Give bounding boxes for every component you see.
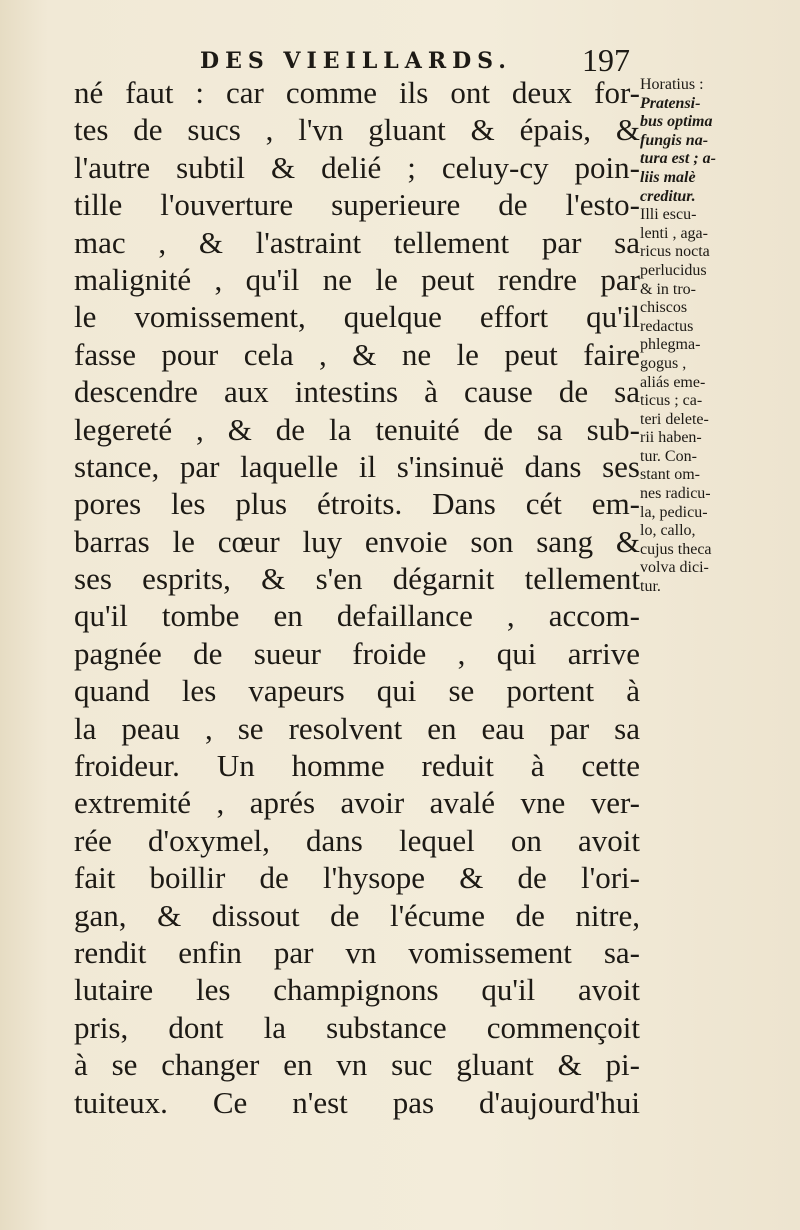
text-line: stance, par laquelle il s'insinuë dans ses: [74, 448, 640, 484]
text-line: pagnée de sueur froide , qui arrive: [74, 635, 640, 671]
text-line: froideur. Un homme reduit à cette: [74, 748, 640, 784]
marginal-note-line: nes radicu-: [640, 485, 711, 503]
marginal-note-line: stant om-: [640, 466, 700, 484]
marginal-note-line: aliás eme-: [640, 373, 706, 391]
marginal-note-line: lo, callo,: [640, 522, 696, 540]
marginal-note-line: tur.: [640, 578, 661, 596]
marginal-note-line: cujus theca: [640, 540, 712, 558]
text-line: fasse pour cela , & ne le peut faire: [74, 336, 640, 372]
marginal-note-line: redactus: [640, 317, 694, 335]
marginal-note-line: Illi escu-: [640, 206, 697, 224]
marginal-note-line: tura est ; a-: [640, 150, 716, 168]
marginal-note-line: bus optima: [640, 113, 713, 131]
marginal-note-line: phlegma-: [640, 336, 701, 354]
text-line: l'autre subtil & delié ; celuy-cy poin-: [74, 149, 640, 185]
text-line: ses esprits, & s'en dégarnit tellement: [74, 561, 640, 597]
marginal-note-line: la, pedicu-: [640, 503, 708, 521]
main-text-block: [74, 74, 640, 1121]
text-line: tuiteux. Ce n'est pas d'aujourd'hui: [74, 1084, 640, 1120]
text-line: tille l'ouverture superieure de l'esto-: [74, 187, 640, 223]
text-line: pores les plus étroits. Dans cét em-: [74, 486, 640, 522]
running-head: DES VIEILLARDS.: [200, 48, 512, 74]
marginal-note-line: & in tro-: [640, 280, 696, 298]
marginal-note-line: ticus ; ca-: [640, 392, 703, 410]
text-line: gan, & dissout de l'écume de nitre,: [74, 897, 640, 933]
text-line: mac , & l'astraint tellement par sa: [74, 224, 640, 260]
text-line: malignité , qu'il ne le peut rendre par: [74, 261, 640, 297]
marginal-note-line: volva dici-: [640, 559, 709, 577]
marginal-note-line: liis malè: [640, 168, 696, 186]
marginal-note-line: lenti , aga-: [640, 224, 708, 242]
marginal-note-line: gogus ,: [640, 354, 687, 372]
marginal-note-line: chiscos: [640, 299, 688, 317]
marginal-note-line: perlucidus: [640, 261, 707, 279]
text-line: à se changer en vn suc gluant & pi-: [74, 1047, 640, 1083]
text-line: tes de sucs , l'vn gluant & épais, &: [74, 112, 640, 148]
marginal-note-line: rii haben-: [640, 429, 702, 447]
page-number: 197: [582, 42, 630, 78]
marginal-note-line: ricus nocta: [640, 243, 710, 261]
text-line: qu'il tombe en defaillance , accom-: [74, 598, 640, 634]
text-line: rée d'oxymel, dans lequel on avoit: [74, 822, 640, 858]
marginal-note-line: Pratensi-: [640, 94, 701, 112]
marginal-note-line: teri delete-: [640, 410, 709, 428]
text-line: extremité , aprés avoir avalé vne ver-: [74, 785, 640, 821]
text-line: barras le cœur luy envoie son sang &: [74, 523, 640, 559]
marginal-note-line: Horatius :: [640, 76, 704, 93]
text-line: pris, dont la substance commençoit: [74, 1009, 640, 1045]
marginal-note-line: creditur.: [640, 187, 696, 205]
marginal-note-line: tur. Con-: [640, 447, 697, 465]
text-line: fait boillir de l'hysope & de l'ori-: [74, 860, 640, 896]
marginal-note: [640, 76, 790, 597]
text-line: rendit enfin par vn vomissement sa-: [74, 934, 640, 970]
text-line: le vomissement, quelque effort qu'il: [74, 299, 640, 335]
text-line: né faut : car comme ils ont deux for-: [74, 75, 640, 110]
text-line: descendre aux intestins à cause de sa: [74, 374, 640, 410]
text-line: la peau , se resolvent en eau par sa: [74, 710, 640, 746]
text-line: quand les vapeurs qui se portent à: [74, 673, 640, 709]
text-line: lutaire les champignons qu'il avoit: [74, 972, 640, 1008]
text-line: legereté , & de la tenuité de sa sub-: [74, 411, 640, 447]
marginal-note-line: fungis na-: [640, 131, 709, 149]
